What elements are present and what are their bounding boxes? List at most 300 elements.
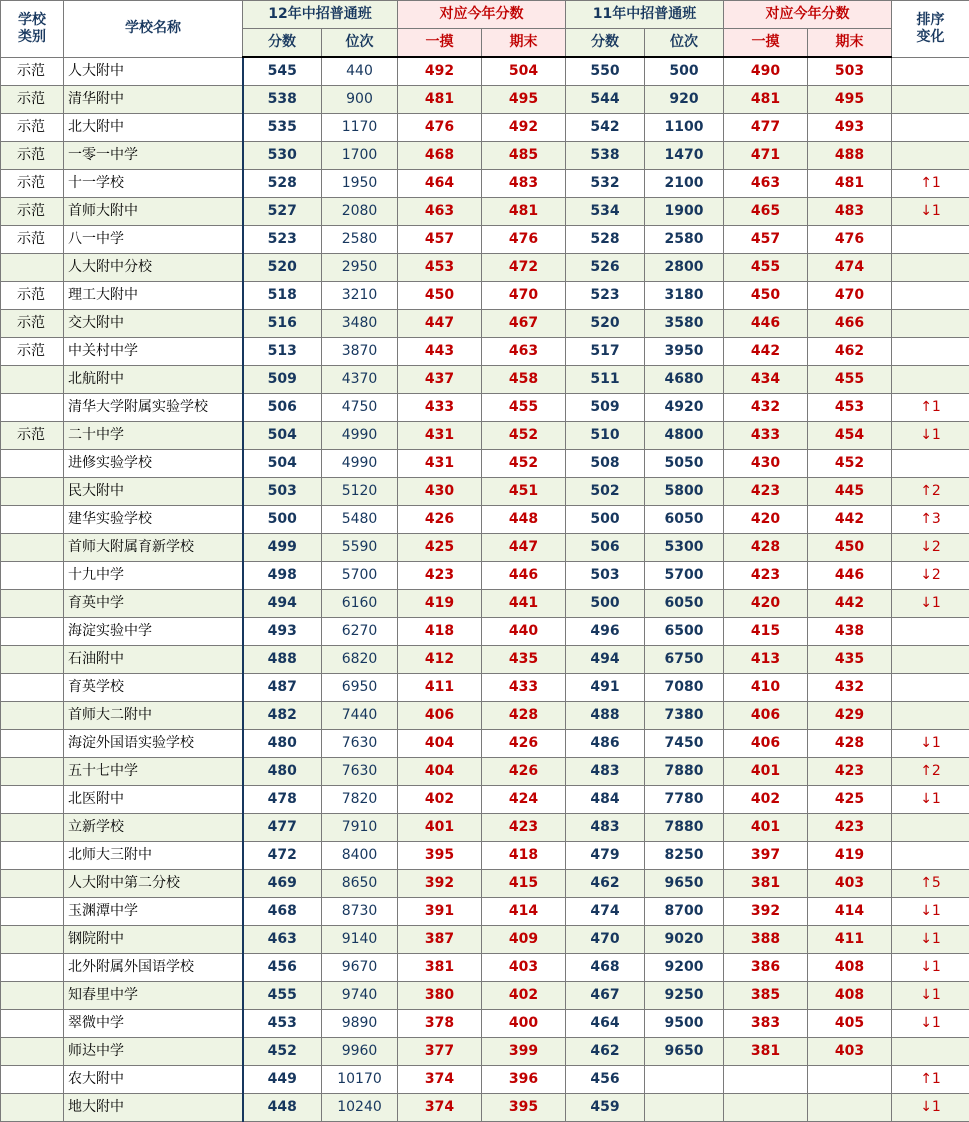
final-11-cell: 503 bbox=[808, 57, 892, 86]
mock1-12-cell: 381 bbox=[398, 954, 482, 982]
score-12-cell: 477 bbox=[243, 814, 322, 842]
score-12-cell: 528 bbox=[243, 170, 322, 198]
school-name-cell: 知春里中学 bbox=[64, 982, 243, 1010]
table-row bbox=[1, 1094, 969, 1122]
mock1-11-cell: 490 bbox=[724, 57, 808, 86]
score-12-cell: 469 bbox=[243, 870, 322, 898]
score-11-cell: 510 bbox=[566, 422, 645, 450]
mock1-11-cell: 423 bbox=[724, 478, 808, 506]
school-name-cell: 地大附中 bbox=[64, 1094, 243, 1122]
final-11-cell: 423 bbox=[808, 758, 892, 786]
rank-12-cell: 4990 bbox=[322, 450, 398, 478]
final-12-cell: 455 bbox=[482, 394, 566, 422]
school-name-cell: 北医附中 bbox=[64, 786, 243, 814]
final-11-cell: 408 bbox=[808, 954, 892, 982]
mock1-11-cell: 432 bbox=[724, 394, 808, 422]
score-11-cell: 503 bbox=[566, 562, 645, 590]
final-11-cell: 419 bbox=[808, 842, 892, 870]
final-12-cell: 476 bbox=[482, 226, 566, 254]
mock1-12-cell: 402 bbox=[398, 786, 482, 814]
school-name-cell: 人大附中分校 bbox=[64, 254, 243, 282]
final-12-cell: 504 bbox=[482, 57, 566, 86]
mock1-11-cell: 481 bbox=[724, 86, 808, 114]
rank-12-cell: 7630 bbox=[322, 730, 398, 758]
score-11-cell: 494 bbox=[566, 646, 645, 674]
final-11-cell: 446 bbox=[808, 562, 892, 590]
rank-change-cell bbox=[892, 674, 969, 702]
rank-change-cell: ↓1 bbox=[892, 422, 969, 450]
mock1-11-cell: 423 bbox=[724, 562, 808, 590]
final-12-cell: 400 bbox=[482, 1010, 566, 1038]
header-score-12: 分数 bbox=[243, 29, 322, 58]
score-11-cell: 467 bbox=[566, 982, 645, 1010]
rank-change-cell bbox=[892, 702, 969, 730]
header-rank-11: 位次 bbox=[645, 29, 724, 58]
score-12-cell: 455 bbox=[243, 982, 322, 1010]
final-12-cell: 435 bbox=[482, 646, 566, 674]
final-12-cell: 424 bbox=[482, 786, 566, 814]
final-11-cell: 408 bbox=[808, 982, 892, 1010]
mock1-12-cell: 401 bbox=[398, 814, 482, 842]
score-11-cell: 508 bbox=[566, 450, 645, 478]
table-body bbox=[1, 57, 969, 1122]
score-12-cell: 500 bbox=[243, 506, 322, 534]
score-11-cell: 474 bbox=[566, 898, 645, 926]
category-cell: 示范 bbox=[1, 198, 64, 226]
rank-change-cell: ↓1 bbox=[892, 954, 969, 982]
category-cell bbox=[1, 674, 64, 702]
rank-11-cell: 8700 bbox=[645, 898, 724, 926]
score-12-cell: 535 bbox=[243, 114, 322, 142]
mock1-12-cell: 374 bbox=[398, 1094, 482, 1122]
header-rank-change: 排序 变化 bbox=[892, 1, 969, 58]
mock1-12-cell: 464 bbox=[398, 170, 482, 198]
school-name-cell: 翠微中学 bbox=[64, 1010, 243, 1038]
school-name-cell: 清华大学附属实验学校 bbox=[64, 394, 243, 422]
mock1-11-cell: 434 bbox=[724, 366, 808, 394]
final-11-cell: 462 bbox=[808, 338, 892, 366]
rank-change-cell bbox=[892, 86, 969, 114]
score-11-cell: 534 bbox=[566, 198, 645, 226]
rank-11-cell: 5800 bbox=[645, 478, 724, 506]
table-row bbox=[1, 478, 969, 506]
rank-11-cell: 9250 bbox=[645, 982, 724, 1010]
final-11-cell: 403 bbox=[808, 870, 892, 898]
category-cell: 示范 bbox=[1, 226, 64, 254]
score-11-cell: 528 bbox=[566, 226, 645, 254]
rank-11-cell: 1470 bbox=[645, 142, 724, 170]
school-name-cell: 民大附中 bbox=[64, 478, 243, 506]
rank-11-cell: 5050 bbox=[645, 450, 724, 478]
rank-12-cell: 3870 bbox=[322, 338, 398, 366]
rank-11-cell: 3180 bbox=[645, 282, 724, 310]
school-name-cell: 农大附中 bbox=[64, 1066, 243, 1094]
score-11-cell: 462 bbox=[566, 870, 645, 898]
school-name-cell: 师达中学 bbox=[64, 1038, 243, 1066]
school-name-cell: 北大附中 bbox=[64, 114, 243, 142]
mock1-12-cell: 447 bbox=[398, 310, 482, 338]
school-name-cell: 钢院附中 bbox=[64, 926, 243, 954]
rank-change-cell: ↑5 bbox=[892, 870, 969, 898]
final-12-cell: 458 bbox=[482, 366, 566, 394]
table-row bbox=[1, 534, 969, 562]
category-cell: 示范 bbox=[1, 114, 64, 142]
score-11-cell: 484 bbox=[566, 786, 645, 814]
mock1-12-cell: 457 bbox=[398, 226, 482, 254]
score-11-cell: 459 bbox=[566, 1094, 645, 1122]
category-cell bbox=[1, 1010, 64, 1038]
mock1-11-cell: 381 bbox=[724, 870, 808, 898]
score-12-cell: 472 bbox=[243, 842, 322, 870]
rank-change-cell bbox=[892, 282, 969, 310]
final-12-cell: 485 bbox=[482, 142, 566, 170]
school-name-cell: 人大附中第二分校 bbox=[64, 870, 243, 898]
rank-12-cell: 4750 bbox=[322, 394, 398, 422]
school-name-cell: 清华附中 bbox=[64, 86, 243, 114]
score-12-cell: 538 bbox=[243, 86, 322, 114]
mock1-12-cell: 443 bbox=[398, 338, 482, 366]
score-12-cell: 456 bbox=[243, 954, 322, 982]
final-11-cell: 454 bbox=[808, 422, 892, 450]
mock1-12-cell: 425 bbox=[398, 534, 482, 562]
final-12-cell: 395 bbox=[482, 1094, 566, 1122]
rank-11-cell: 9020 bbox=[645, 926, 724, 954]
school-name-cell: 二十中学 bbox=[64, 422, 243, 450]
header-mock1-12: 一摸 bbox=[398, 29, 482, 58]
mock1-11-cell: 410 bbox=[724, 674, 808, 702]
final-11-cell: 470 bbox=[808, 282, 892, 310]
score-11-cell: 542 bbox=[566, 114, 645, 142]
score-12-cell: 520 bbox=[243, 254, 322, 282]
header-rank-12: 位次 bbox=[322, 29, 398, 58]
final-12-cell: 415 bbox=[482, 870, 566, 898]
rank-11-cell: 7080 bbox=[645, 674, 724, 702]
rank-change-cell bbox=[892, 310, 969, 338]
final-12-cell: 483 bbox=[482, 170, 566, 198]
mock1-11-cell: 430 bbox=[724, 450, 808, 478]
final-11-cell: 445 bbox=[808, 478, 892, 506]
table-row bbox=[1, 954, 969, 982]
mock1-12-cell: 463 bbox=[398, 198, 482, 226]
rank-change-cell: ↓1 bbox=[892, 982, 969, 1010]
final-12-cell: 452 bbox=[482, 422, 566, 450]
final-11-cell: 442 bbox=[808, 590, 892, 618]
rank-11-cell: 500 bbox=[645, 57, 724, 86]
mock1-11-cell bbox=[724, 1094, 808, 1122]
score-12-cell: 488 bbox=[243, 646, 322, 674]
table-row bbox=[1, 618, 969, 646]
final-12-cell: 428 bbox=[482, 702, 566, 730]
rank-11-cell: 7880 bbox=[645, 758, 724, 786]
mock1-11-cell: 397 bbox=[724, 842, 808, 870]
rank-12-cell: 8730 bbox=[322, 898, 398, 926]
final-12-cell: 433 bbox=[482, 674, 566, 702]
final-11-cell: 411 bbox=[808, 926, 892, 954]
final-12-cell: 396 bbox=[482, 1066, 566, 1094]
final-11-cell: 452 bbox=[808, 450, 892, 478]
rank-11-cell: 9200 bbox=[645, 954, 724, 982]
rank-12-cell: 5700 bbox=[322, 562, 398, 590]
header-school-name: 学校名称 bbox=[64, 1, 243, 58]
rank-12-cell: 7820 bbox=[322, 786, 398, 814]
header-group-12: 12年中招普通班 bbox=[243, 1, 398, 29]
rank-change-cell: ↑1 bbox=[892, 394, 969, 422]
category-cell: 示范 bbox=[1, 57, 64, 86]
final-11-cell bbox=[808, 1066, 892, 1094]
score-11-cell: 488 bbox=[566, 702, 645, 730]
table-row bbox=[1, 982, 969, 1010]
rank-11-cell: 4920 bbox=[645, 394, 724, 422]
score-12-cell: 504 bbox=[243, 422, 322, 450]
mock1-12-cell: 423 bbox=[398, 562, 482, 590]
rank-change-cell: ↓1 bbox=[892, 730, 969, 758]
mock1-12-cell: 433 bbox=[398, 394, 482, 422]
final-12-cell: 402 bbox=[482, 982, 566, 1010]
mock1-12-cell: 374 bbox=[398, 1066, 482, 1094]
score-11-cell: 486 bbox=[566, 730, 645, 758]
mock1-12-cell: 391 bbox=[398, 898, 482, 926]
score-12-cell: 527 bbox=[243, 198, 322, 226]
score-12-cell: 513 bbox=[243, 338, 322, 366]
score-12-cell: 545 bbox=[243, 57, 322, 86]
mock1-11-cell: 428 bbox=[724, 534, 808, 562]
rank-11-cell: 2100 bbox=[645, 170, 724, 198]
score-11-cell: 523 bbox=[566, 282, 645, 310]
final-11-cell: 466 bbox=[808, 310, 892, 338]
final-12-cell: 399 bbox=[482, 1038, 566, 1066]
score-12-cell: 493 bbox=[243, 618, 322, 646]
category-cell: 示范 bbox=[1, 310, 64, 338]
mock1-11-cell: 385 bbox=[724, 982, 808, 1010]
school-name-cell: 中关村中学 bbox=[64, 338, 243, 366]
final-11-cell: 495 bbox=[808, 86, 892, 114]
school-name-cell: 十一学校 bbox=[64, 170, 243, 198]
score-11-cell: 520 bbox=[566, 310, 645, 338]
rank-12-cell: 9740 bbox=[322, 982, 398, 1010]
rank-change-cell bbox=[892, 1038, 969, 1066]
rank-change-cell bbox=[892, 254, 969, 282]
final-12-cell: 451 bbox=[482, 478, 566, 506]
mock1-12-cell: 430 bbox=[398, 478, 482, 506]
score-11-cell: 496 bbox=[566, 618, 645, 646]
rank-11-cell: 1900 bbox=[645, 198, 724, 226]
rank-change-cell: ↓1 bbox=[892, 898, 969, 926]
table-row bbox=[1, 786, 969, 814]
score-11-cell: 483 bbox=[566, 814, 645, 842]
category-cell bbox=[1, 478, 64, 506]
rank-11-cell: 3950 bbox=[645, 338, 724, 366]
mock1-11-cell: 386 bbox=[724, 954, 808, 982]
category-cell: 示范 bbox=[1, 86, 64, 114]
score-11-cell: 479 bbox=[566, 842, 645, 870]
score-11-cell: 506 bbox=[566, 534, 645, 562]
final-11-cell: 425 bbox=[808, 786, 892, 814]
rank-change-cell bbox=[892, 646, 969, 674]
mock1-11-cell: 433 bbox=[724, 422, 808, 450]
category-cell bbox=[1, 982, 64, 1010]
school-name-cell: 建华实验学校 bbox=[64, 506, 243, 534]
final-12-cell: 492 bbox=[482, 114, 566, 142]
table-row bbox=[1, 450, 969, 478]
table-row bbox=[1, 114, 969, 142]
rank-12-cell: 3210 bbox=[322, 282, 398, 310]
table-row bbox=[1, 366, 969, 394]
table-row bbox=[1, 506, 969, 534]
score-11-cell: 483 bbox=[566, 758, 645, 786]
rank-12-cell: 8650 bbox=[322, 870, 398, 898]
rank-12-cell: 6950 bbox=[322, 674, 398, 702]
score-12-cell: 509 bbox=[243, 366, 322, 394]
category-cell bbox=[1, 590, 64, 618]
rank-change-cell bbox=[892, 114, 969, 142]
final-12-cell: 452 bbox=[482, 450, 566, 478]
table-row bbox=[1, 254, 969, 282]
rank-11-cell: 8250 bbox=[645, 842, 724, 870]
rank-11-cell: 5300 bbox=[645, 534, 724, 562]
rank-12-cell: 9960 bbox=[322, 1038, 398, 1066]
mock1-12-cell: 377 bbox=[398, 1038, 482, 1066]
score-12-cell: 453 bbox=[243, 1010, 322, 1038]
mock1-11-cell: 442 bbox=[724, 338, 808, 366]
mock1-11-cell: 446 bbox=[724, 310, 808, 338]
score-12-cell: 518 bbox=[243, 282, 322, 310]
school-name-cell: 北外附属外国语学校 bbox=[64, 954, 243, 982]
score-12-cell: 468 bbox=[243, 898, 322, 926]
school-name-cell: 交大附中 bbox=[64, 310, 243, 338]
header-score-11: 分数 bbox=[566, 29, 645, 58]
category-cell: 示范 bbox=[1, 422, 64, 450]
table-row bbox=[1, 1038, 969, 1066]
final-11-cell: 455 bbox=[808, 366, 892, 394]
school-name-cell: 理工大附中 bbox=[64, 282, 243, 310]
rank-12-cell: 5120 bbox=[322, 478, 398, 506]
category-cell bbox=[1, 534, 64, 562]
rank-12-cell: 1700 bbox=[322, 142, 398, 170]
score-12-cell: 487 bbox=[243, 674, 322, 702]
final-12-cell: 426 bbox=[482, 730, 566, 758]
rank-11-cell: 920 bbox=[645, 86, 724, 114]
rank-change-cell bbox=[892, 450, 969, 478]
score-12-cell: 448 bbox=[243, 1094, 322, 1122]
rank-12-cell: 7910 bbox=[322, 814, 398, 842]
category-cell bbox=[1, 954, 64, 982]
final-11-cell: 453 bbox=[808, 394, 892, 422]
final-12-cell: 418 bbox=[482, 842, 566, 870]
header-mock1-11: 一摸 bbox=[724, 29, 808, 58]
final-11-cell: 483 bbox=[808, 198, 892, 226]
final-11-cell: 414 bbox=[808, 898, 892, 926]
rank-change-cell: ↓1 bbox=[892, 198, 969, 226]
mock1-11-cell: 401 bbox=[724, 814, 808, 842]
mock1-12-cell: 404 bbox=[398, 730, 482, 758]
mock1-12-cell: 411 bbox=[398, 674, 482, 702]
mock1-12-cell: 468 bbox=[398, 142, 482, 170]
school-name-cell: 首师大附中 bbox=[64, 198, 243, 226]
final-11-cell: 493 bbox=[808, 114, 892, 142]
table-row bbox=[1, 702, 969, 730]
mock1-11-cell: 457 bbox=[724, 226, 808, 254]
header-group-corr-12: 对应今年分数 bbox=[398, 1, 566, 29]
category-cell bbox=[1, 702, 64, 730]
rank-change-cell bbox=[892, 338, 969, 366]
final-11-cell: 442 bbox=[808, 506, 892, 534]
category-cell bbox=[1, 786, 64, 814]
table-row bbox=[1, 394, 969, 422]
mock1-11-cell: 383 bbox=[724, 1010, 808, 1038]
rank-11-cell: 6750 bbox=[645, 646, 724, 674]
final-11-cell: 428 bbox=[808, 730, 892, 758]
header-group-11: 11年中招普通班 bbox=[566, 1, 724, 29]
rank-change-cell bbox=[892, 142, 969, 170]
final-11-cell bbox=[808, 1094, 892, 1122]
rank-12-cell: 900 bbox=[322, 86, 398, 114]
rank-12-cell: 5590 bbox=[322, 534, 398, 562]
school-name-cell: 首师大附属育新学校 bbox=[64, 534, 243, 562]
rank-12-cell: 2950 bbox=[322, 254, 398, 282]
final-12-cell: 414 bbox=[482, 898, 566, 926]
table-row bbox=[1, 926, 969, 954]
rank-12-cell: 4990 bbox=[322, 422, 398, 450]
header-final-11: 期末 bbox=[808, 29, 892, 58]
final-11-cell: 474 bbox=[808, 254, 892, 282]
rank-12-cell: 3480 bbox=[322, 310, 398, 338]
category-cell bbox=[1, 1066, 64, 1094]
mock1-12-cell: 378 bbox=[398, 1010, 482, 1038]
rank-12-cell: 7630 bbox=[322, 758, 398, 786]
score-12-cell: 523 bbox=[243, 226, 322, 254]
table-row bbox=[1, 590, 969, 618]
mock1-12-cell: 450 bbox=[398, 282, 482, 310]
rank-11-cell: 6500 bbox=[645, 618, 724, 646]
category-cell bbox=[1, 254, 64, 282]
mock1-11-cell: 465 bbox=[724, 198, 808, 226]
mock1-11-cell bbox=[724, 1066, 808, 1094]
table-row bbox=[1, 142, 969, 170]
table-row bbox=[1, 198, 969, 226]
mock1-12-cell: 426 bbox=[398, 506, 482, 534]
mock1-12-cell: 431 bbox=[398, 422, 482, 450]
category-cell bbox=[1, 618, 64, 646]
score-11-cell: 464 bbox=[566, 1010, 645, 1038]
table-row bbox=[1, 646, 969, 674]
rank-change-cell: ↓1 bbox=[892, 1010, 969, 1038]
score-12-cell: 530 bbox=[243, 142, 322, 170]
rank-12-cell: 10240 bbox=[322, 1094, 398, 1122]
rank-change-cell: ↑2 bbox=[892, 758, 969, 786]
mock1-11-cell: 455 bbox=[724, 254, 808, 282]
final-11-cell: 429 bbox=[808, 702, 892, 730]
rank-11-cell: 6050 bbox=[645, 590, 724, 618]
table-row bbox=[1, 226, 969, 254]
rank-11-cell: 2580 bbox=[645, 226, 724, 254]
score-12-cell: 452 bbox=[243, 1038, 322, 1066]
table-row bbox=[1, 1010, 969, 1038]
score-12-cell: 449 bbox=[243, 1066, 322, 1094]
mock1-11-cell: 415 bbox=[724, 618, 808, 646]
score-11-cell: 468 bbox=[566, 954, 645, 982]
mock1-11-cell: 406 bbox=[724, 730, 808, 758]
mock1-11-cell: 463 bbox=[724, 170, 808, 198]
mock1-11-cell: 401 bbox=[724, 758, 808, 786]
mock1-11-cell: 413 bbox=[724, 646, 808, 674]
final-12-cell: 446 bbox=[482, 562, 566, 590]
final-12-cell: 481 bbox=[482, 198, 566, 226]
header-category: 学校 类别 bbox=[1, 1, 64, 58]
category-cell bbox=[1, 1038, 64, 1066]
school-name-cell: 育英学校 bbox=[64, 674, 243, 702]
mock1-12-cell: 437 bbox=[398, 366, 482, 394]
rank-12-cell: 8400 bbox=[322, 842, 398, 870]
